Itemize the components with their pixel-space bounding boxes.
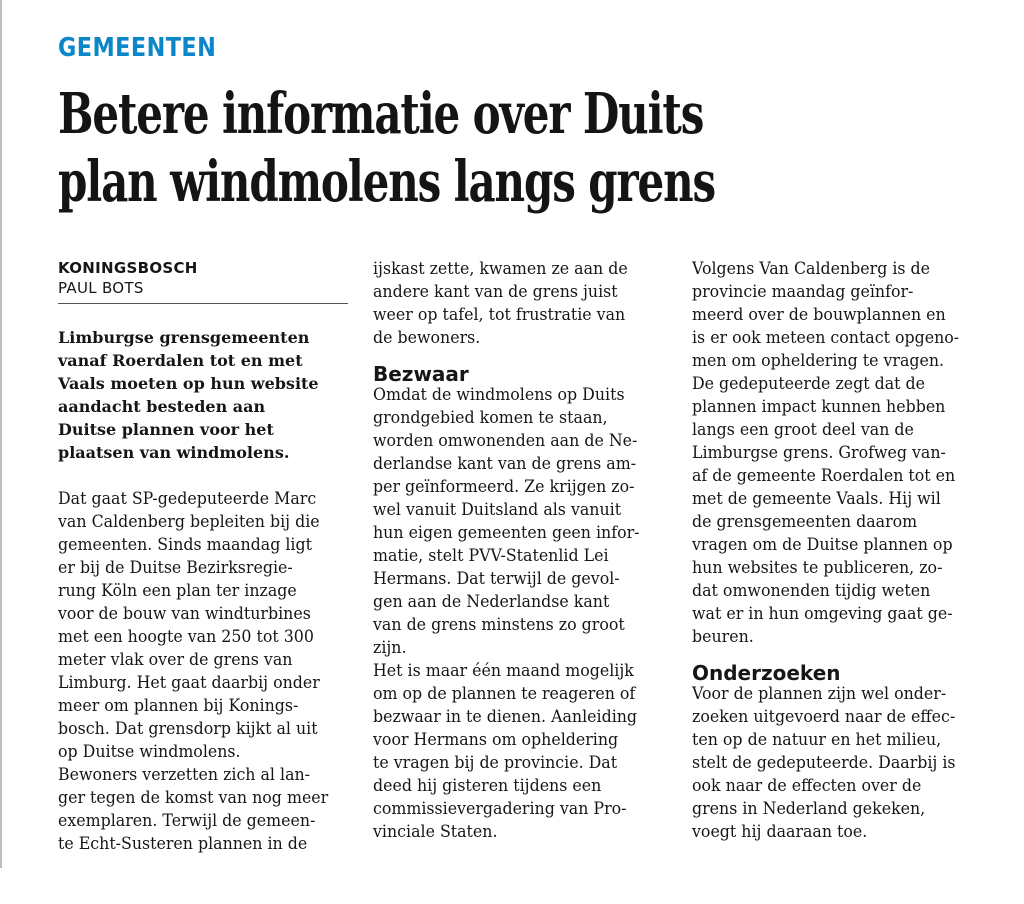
intro-line: Vaals moeten op hun website [58, 374, 319, 393]
body-line: Volgens Van Caldenberg is de [692, 259, 931, 279]
body-line: per geïnformeerd. Ze krijgen zo- [373, 477, 635, 497]
intro-line: plaatsen van windmolens. [58, 443, 290, 462]
body-line: om op de plannen te reageren of [373, 684, 636, 704]
body-paragraph [373, 258, 665, 350]
body-paragraph [692, 683, 984, 844]
body-line: voor de bouw van windturbines [58, 604, 311, 624]
body-line: op Duitse windmolens. [58, 742, 241, 762]
body-line: zoeken uitgevoerd naar de effec- [692, 707, 956, 727]
body-line: de bewoners. [373, 328, 481, 348]
body-line: grondgebied komen te staan, [373, 408, 608, 428]
body-line: Bewoners verzetten zich al lan- [58, 765, 311, 785]
body-line: te vragen bij de provincie. Dat [373, 753, 618, 773]
body-line: wel vanuit Duitsland als vanuit [373, 500, 622, 520]
section-kicker: GEMEENTEN [58, 33, 217, 63]
body-line: meer om plannen bij Konings- [58, 696, 299, 716]
body-line: ger tegen de komst van nog meer [58, 788, 329, 808]
body-line: wat er in hun omgeving gaat ge- [692, 604, 953, 624]
intro-line: Limburgse grensgemeenten [58, 328, 310, 347]
body-line: matie, stelt PVV-Statenlid Lei [373, 546, 609, 566]
body-line: gemeenten. Sinds maandag ligt [58, 535, 312, 555]
body-line: exemplaren. Terwijl de gemeen- [58, 811, 316, 831]
body-line: bezwaar in te dienen. Aanleiding [373, 707, 638, 727]
body-line: af de gemeente Roerdalen tot en [692, 466, 956, 486]
body-line: vinciale Staten. [373, 822, 498, 842]
body-line: van Caldenberg bepleiten bij die [58, 512, 320, 532]
body-line: vragen om de Duitse plannen op [692, 535, 953, 555]
headline-line: plan windmolens langs grens [58, 149, 716, 215]
body-line: bosch. Dat grensdorp kijkt al uit [58, 719, 318, 739]
body-line: beuren. [692, 627, 754, 647]
body-line: voor Hermans om opheldering [373, 730, 619, 750]
body-paragraph [373, 660, 665, 844]
body-line: dat omwonenden tijdig weten [692, 581, 931, 601]
intro-line: Duitse plannen voor het [58, 420, 274, 439]
body-line: te Echt-Susteren plannen in de [58, 834, 308, 854]
article-column-3 [692, 258, 984, 844]
body-line: commissievergadering van Pro- [373, 799, 627, 819]
body-line: Omdat de windmolens op Duits [373, 385, 625, 405]
body-line: hun websites te publiceren, zo- [692, 558, 943, 578]
body-line: voegt hij daaraan toe. [692, 822, 868, 842]
body-line: men om opheldering te vragen. [692, 351, 945, 371]
body-line: Dat gaat SP-gedeputeerde Marc [58, 489, 317, 509]
body-line: meter vlak over de grens van [58, 650, 293, 670]
body-line: plannen impact kunnen hebben [692, 397, 946, 417]
body-line: rung Köln een plan ter inzage [58, 581, 297, 601]
intro-paragraph [58, 326, 348, 464]
body-line: langs een groot deel van de [692, 420, 914, 440]
body-line: stelt de gedeputeerde. Daarbij is [692, 753, 956, 773]
article-column-1 [58, 258, 348, 856]
body-line: van de grens minstens zo groot [373, 615, 625, 635]
body-line: andere kant van de grens juist [373, 282, 618, 302]
body-line: meerd over de bouwplannen en [692, 305, 946, 325]
body-line: ook naar de effecten over de [692, 776, 922, 796]
body-line: met een hoogte van 250 tot 300 [58, 627, 314, 647]
body-line: is er ook meteen contact opgeno- [692, 328, 960, 348]
body-text [58, 488, 348, 856]
byline-rule [58, 303, 348, 304]
body-line: Limburg. Het gaat daarbij onder [58, 673, 320, 693]
body-line: gen aan de Nederlandse kant [373, 592, 610, 612]
intro-line: vanaf Roerdalen tot en met [58, 351, 303, 370]
body-line: Hermans. Dat terwijl de gevol- [373, 569, 620, 589]
body-line: Het is maar één maand mogelijk [373, 661, 634, 681]
body-line: ijskast zette, kwamen ze aan de [373, 259, 628, 279]
body-paragraph [58, 764, 348, 856]
intro-line: aandacht besteden aan [58, 397, 266, 416]
body-paragraph [58, 488, 348, 764]
body-line: zijn. [373, 638, 407, 658]
body-line: worden omwonenden aan de Ne- [373, 431, 638, 451]
body-line: hun eigen gemeenten geen infor- [373, 523, 640, 543]
body-paragraph [692, 258, 984, 649]
body-line: de grensgemeenten daarom [692, 512, 918, 532]
page-edge-line [0, 0, 2, 868]
body-line: derlandse kant van de grens am- [373, 454, 637, 474]
subheading-onderzoeken: Onderzoeken [692, 661, 841, 685]
headline-line: Betere informatie over Duits [58, 81, 704, 147]
body-line: er bij de Duitse Bezirksregie- [58, 558, 293, 578]
body-paragraph [373, 384, 665, 660]
body-line: Limburgse grens. Grofweg van- [692, 443, 946, 463]
body-line: Voor de plannen zijn wel onder- [692, 684, 947, 704]
dateline: KONINGSBOSCH [58, 259, 198, 277]
body-line: grens in Nederland gekeken, [692, 799, 926, 819]
body-line: weer op tafel, tot frustratie van [373, 305, 626, 325]
article-headline [58, 80, 958, 216]
article-column-2 [373, 258, 665, 844]
body-line: deed hij gisteren tijdens een [373, 776, 602, 796]
subheading-bezwaar: Bezwaar [373, 362, 469, 386]
body-line: met de gemeente Vaals. Hij wil [692, 489, 941, 509]
body-line: ten op de natuur en het milieu, [692, 730, 942, 750]
author-byline: PAUL BOTS [58, 279, 144, 297]
body-line: provincie maandag geïnfor- [692, 282, 914, 302]
body-line: De gedeputeerde zegt dat de [692, 374, 926, 394]
